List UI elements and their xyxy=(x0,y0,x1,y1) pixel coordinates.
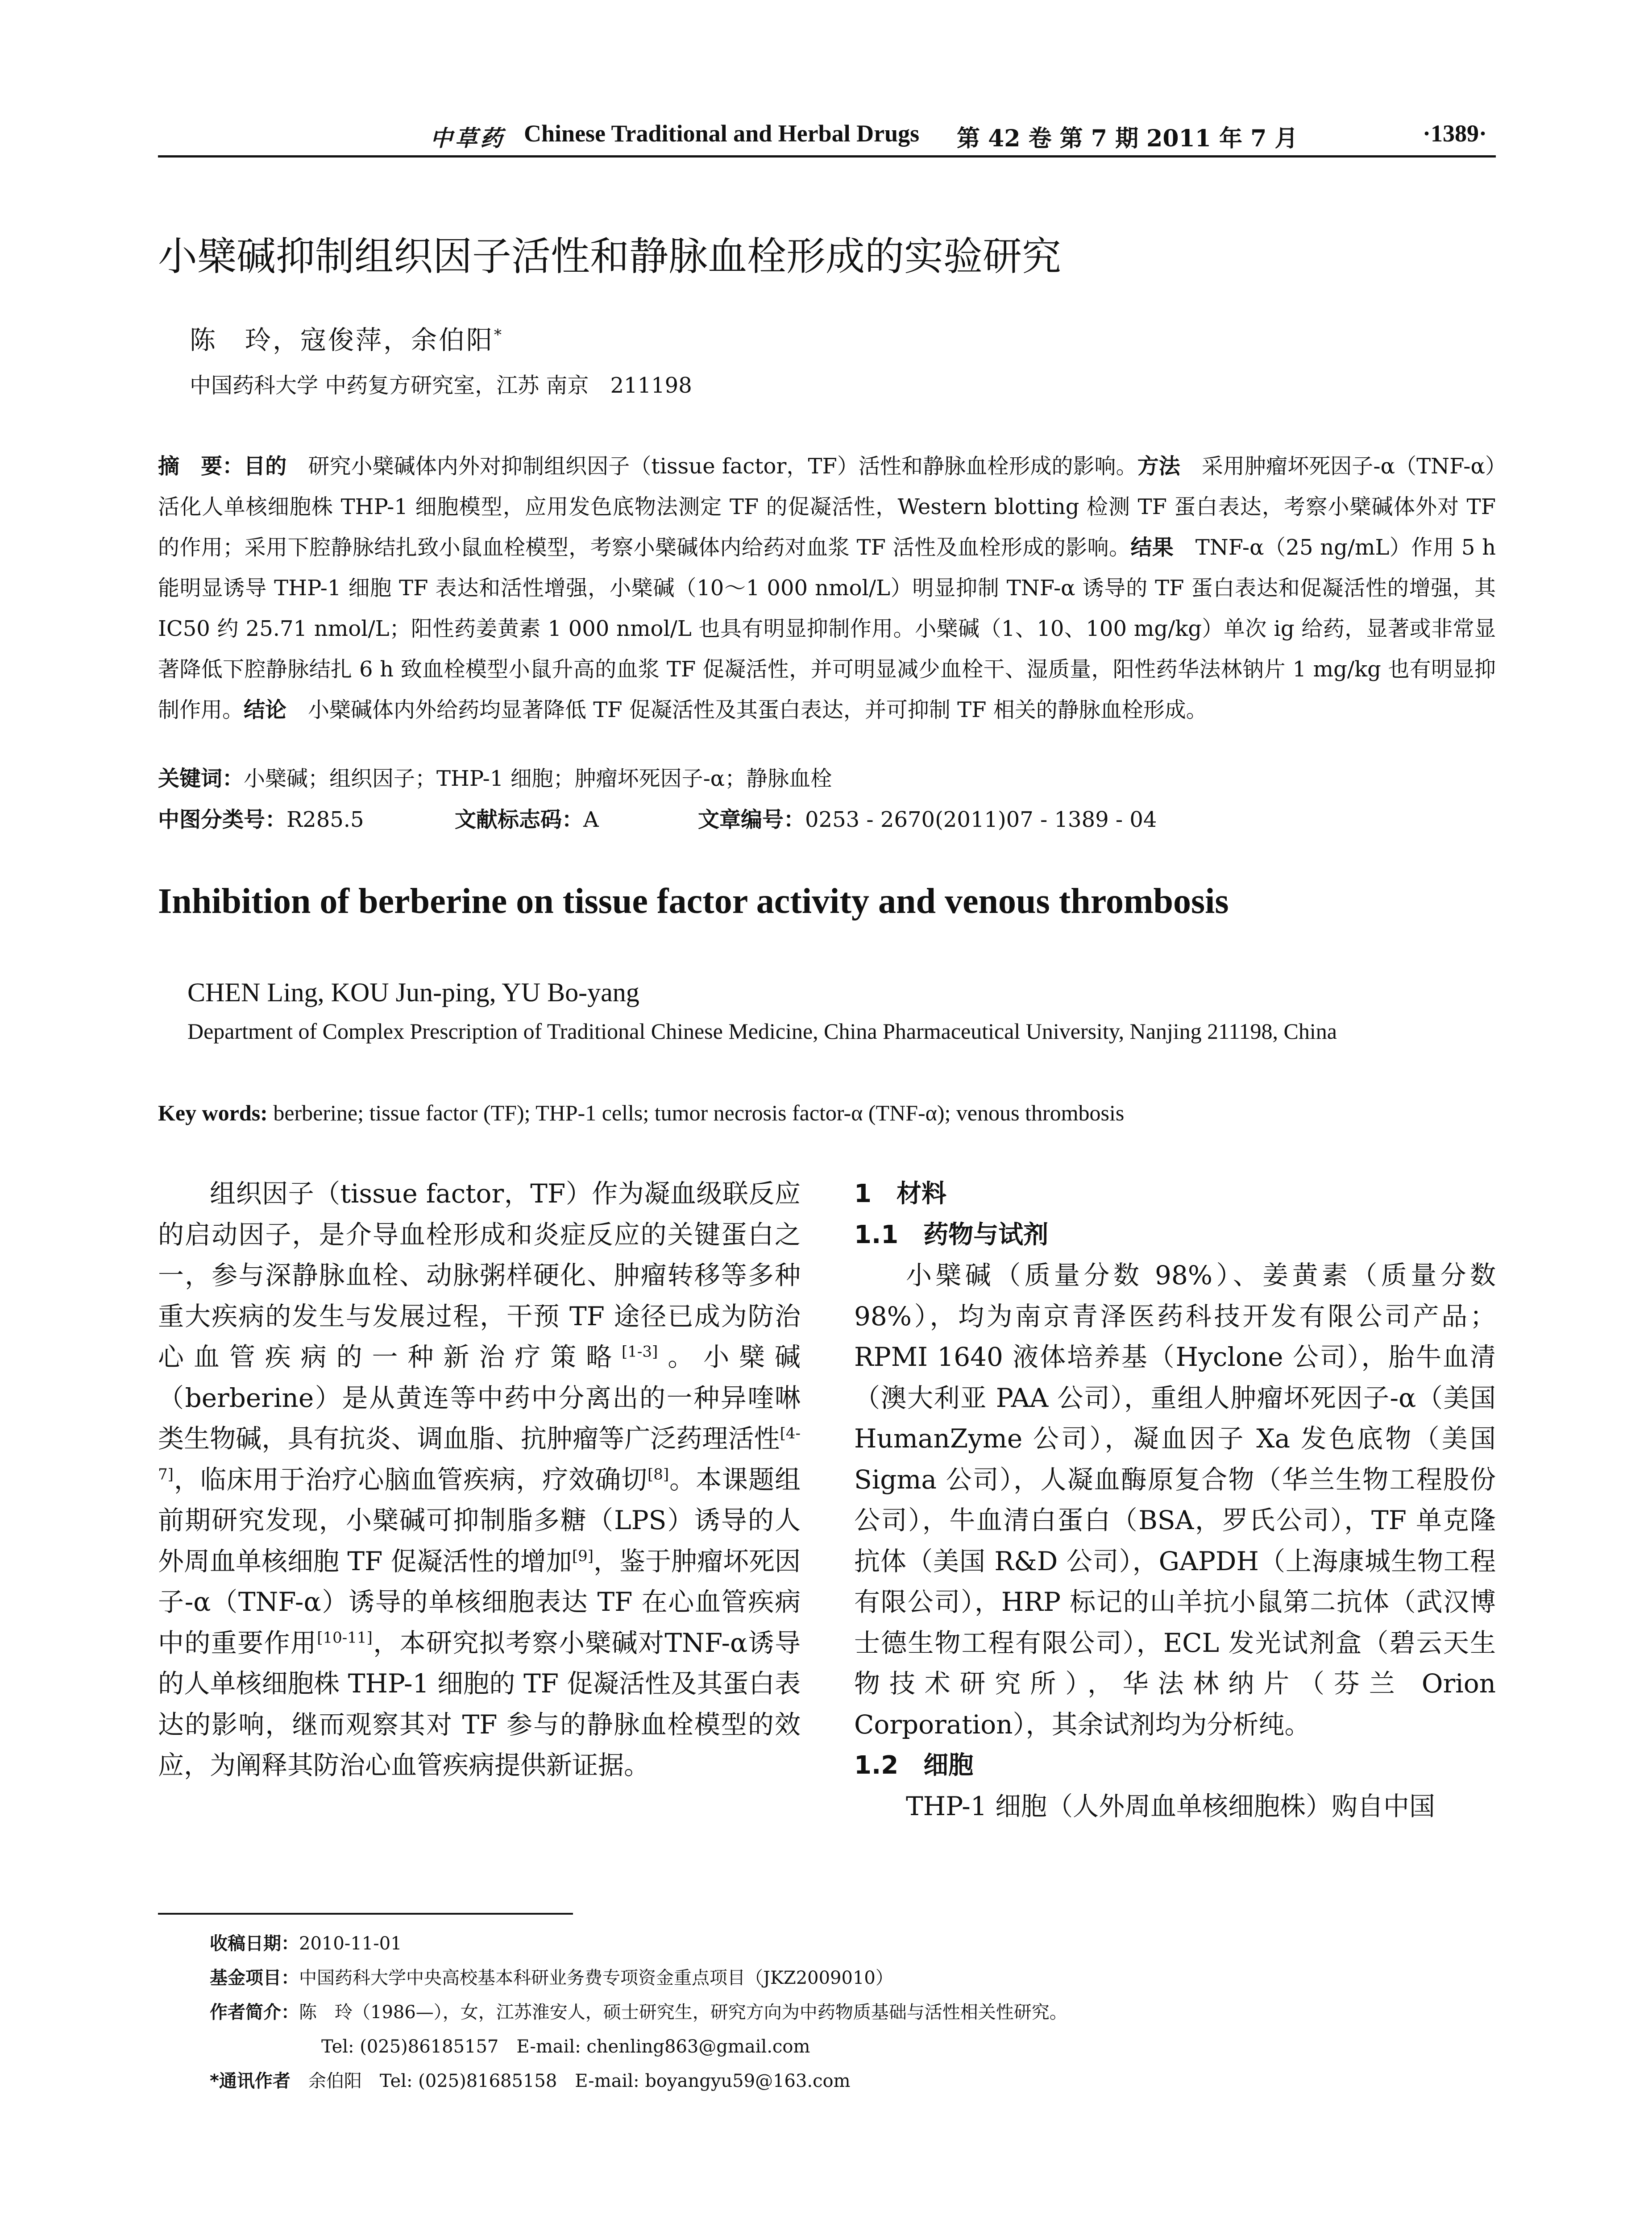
keywords-cn-text: 小檗碱；组织因子；THP-1 细胞；肿瘤坏死因子-α；静脉血栓 xyxy=(244,766,832,791)
fund-label: 基金项目： xyxy=(210,1968,299,1988)
classification-row xyxy=(158,802,1318,834)
corresponding-contact: 余伯阳 Tel: (025)81685158 E-mail: boyangyu59@163.com xyxy=(290,2071,851,2091)
intro-text-1: 组织因子（tissue factor，TF）作为凝血级联反应的启动因子，是介导血栓形成和炎症反应的关键蛋白之一，参与深静脉血栓、动脉粥样硬化、肿瘤转移等多种重大疾病的发生与发展过程，干预 TF 途径已成为防治心血管疾病的一种新治疗策略 xyxy=(158,1178,801,1372)
corresponding-mark: * xyxy=(494,326,504,344)
intro-text-6: ，本研究拟考察小檗碱对TNF-α诱导的人单核细胞株 THP-1 细胞的 TF 促凝活性及其蛋白表达的影响，继而观察其对 TF 参与的静脉血栓模型的效应，为阐释其防治心血管疾病提供新证据。 xyxy=(158,1627,801,1780)
abstract-conclusion: 小檗碱体内外给药均显著降低 TF 促凝活性及其蛋白表达，并可抑制 TF 相关的静脉血栓形成。 xyxy=(286,697,1208,722)
authors-cn xyxy=(190,319,503,357)
keywords-cn xyxy=(158,761,832,792)
subsection-heading-cells: 1.2 细胞 xyxy=(854,1751,974,1780)
intro-text-3: ，临床用于治疗心脑血管疾病，疗效确切 xyxy=(173,1464,648,1495)
citation-ref: [9] xyxy=(572,1547,594,1565)
footnote-received xyxy=(210,1927,1495,1961)
abstract-result: TNF-α（25 ng/mL）作用 5 h 能明显诱导 THP-1 细胞 TF 表达和活性增强，小檗碱（10～1 000 nmol/L）明显抑制 TNF-α 诱导的 TF 蛋白表达和促凝活性的增强，其 IC50 约 25.71 nmol/L；阳性药姜黄素 1 000 nmol/L 也具有明显抑制作用。小檗碱（1、10、100 mg/kg）单次 ig 给药，显著或非常显著降低下腔静脉结扎 6 h 致血栓模型小鼠升高的血浆 TF 促凝活性，并可明显减少血栓干、湿质量，阳性药华法林钠片 1 mg/kg 也有明显抑制作用。 xyxy=(158,535,1496,722)
journal-name-en: Chinese Traditional and Herbal Drugs xyxy=(524,120,920,147)
affiliation-cn: 中国药科大学 中药复方研究室，江苏 南京 211198 xyxy=(190,373,692,398)
title-cn: 小檗碱抑制组织因子活性和静脉血栓形成的实验研究 xyxy=(158,233,1062,279)
citation-ref: [4-7] xyxy=(158,1424,801,1484)
intro-text-2: 。小檗碱（berberine）是从黄连等中药中分离出的一种异喹啉类生物碱，具有抗炎、调血脂、抗肿瘤等广泛药理活性 xyxy=(158,1342,801,1454)
document-code xyxy=(455,802,599,833)
footnote-rule xyxy=(158,1913,573,1915)
abstract-method: 采用肿瘤坏死因子-α（TNF-α）活化人单核细胞株 THP-1 细胞模型，应用发色底物法测定 TF 的促凝活性，Western blotting 检测 TF 蛋白表达，考察小檗碱体外对 TF 的作用；采用下腔静脉结扎致小鼠血栓模型，考察小檗碱体内给药对血浆 TF 活性及血栓形成的影响。 xyxy=(158,454,1496,560)
fund-text: 中国药科大学中央高校基本科研业务费专项资金重点项目（JKZ2009010） xyxy=(299,1968,893,1988)
journal-issue: 第 42 卷 第 7 期 2011 年 7 月 xyxy=(957,125,1298,152)
citation-ref: [8] xyxy=(648,1465,669,1484)
doc-value: A xyxy=(583,807,599,832)
intro-text-4: 。本课题组前期研究发现，小檗碱可抑制脂多糖（LPS）诱导的人外周血单核细胞 TF 促凝活性的增加 xyxy=(158,1464,801,1576)
article-value: 0253 - 2670(2011)07 - 1389 - 04 xyxy=(805,807,1157,832)
author-bio-label: 作者简介： xyxy=(210,2002,299,2023)
running-header xyxy=(158,117,1496,153)
citation-ref: [1-3] xyxy=(622,1343,658,1361)
received-label: 收稿日期： xyxy=(210,1933,299,1954)
intro-text-5: ，鉴于肿瘤坏死因子-α（TNF-α）诱导的单核细胞表达 TF 在心血管疾病中的重要作用 xyxy=(158,1546,801,1658)
abstract-purpose: 研究小檗碱体内外对抑制组织因子（tissue factor，TF）活性和静脉血栓形成的影响。 xyxy=(286,454,1137,479)
cells-paragraph: THP-1 细胞（人外周血单核细胞株）购自中国 xyxy=(906,1791,1436,1821)
clc-number xyxy=(158,802,364,833)
materials-paragraph: 小檗碱（质量分数 98%）、姜黄素（质量分数 98%），均为南京青泽医药科技开发有限公司产品；RPMI 1640 液体培养基（Hyclone 公司），胎牛血清（澳大利亚 PAA 公司），重组人肿瘤坏死因子-α（美国 HumanZyme 公司），凝血因子 Xa 发色底物（美国 Sigma 公司），人凝血酶原复合物（华兰生物工程股份公司），牛血清白蛋白（BSA，罗氏公司），TF 单克隆抗体（美国 R&D 公司），GAPDH（上海康城生物工程有限公司），HRP 标记的山羊抗小鼠第二抗体（武汉博士德生物工程有限公司），ECL 发光试剂盒（碧云天生物技术研究所），华法林纳片（芬兰 Orion Corporation），其余试剂均为分析纯。 xyxy=(854,1260,1496,1740)
citation-ref: [10-11] xyxy=(317,1629,373,1647)
clc-value: R285.5 xyxy=(286,807,364,832)
section-heading-materials: 1 材料 xyxy=(854,1179,946,1208)
abstract-purpose-label: 目的 xyxy=(244,454,287,479)
journal-name-cn: 中草药 xyxy=(430,125,505,151)
footnote-corresponding xyxy=(210,2064,1495,2098)
article-label: 文章编号： xyxy=(698,807,805,832)
title-en: Inhibition of berberine on tissue factor activity and venous thrombosis xyxy=(158,882,1229,921)
abstract-method-label: 方法 xyxy=(1137,454,1180,479)
footnote-author xyxy=(210,1995,1495,2030)
keywords-cn-label: 关键词： xyxy=(158,766,244,791)
authors-en: CHEN Ling, KOU Jun-ping, YU Bo-yang xyxy=(187,978,639,1007)
received-date: 2010-11-01 xyxy=(299,1933,402,1954)
page-number: ·1389· xyxy=(1422,120,1487,147)
affiliation-en: Department of Complex Prescription of Traditional Chinese Medicine, China Pharmaceutical University, Nanjing 211198, China xyxy=(187,1019,1337,1044)
keywords-en-text: berberine; tissue factor (TF); THP-1 cells; tumor necrosis factor-α (TNF-α); venous thrombosis xyxy=(267,1100,1125,1125)
intro-paragraph xyxy=(158,1174,801,1786)
footnote-fund xyxy=(210,1961,1495,1995)
abstract-cn xyxy=(158,446,1496,730)
clc-label: 中图分类号： xyxy=(158,807,287,832)
corresponding-label: *通讯作者 xyxy=(210,2071,291,2091)
footnote-author-contact: Tel: (025)86185157 E-mail: chenling863@gmail.com xyxy=(321,2036,810,2057)
abstract-result-label: 结果 xyxy=(1130,535,1174,560)
header-rule xyxy=(158,155,1496,158)
abstract-conclusion-label: 结论 xyxy=(244,697,287,722)
subsection-heading-drugs: 1.1 药物与试剂 xyxy=(854,1220,1049,1249)
abstract-label: 摘 要： xyxy=(158,454,244,479)
author-bio: 陈 玲（1986—），女，江苏淮安人，硕士研究生，研究方向为中药物质基础与活性相关性研究。 xyxy=(299,2002,1067,2023)
article-number xyxy=(698,802,1157,833)
doc-label: 文献标志码： xyxy=(455,807,584,832)
authors-cn-names: 陈 玲，寇俊萍，余伯阳 xyxy=(190,325,494,355)
keywords-en-label: Key words: xyxy=(158,1100,268,1125)
body-left-column xyxy=(158,1174,801,1786)
footnotes xyxy=(210,1927,1495,2098)
body-right-column xyxy=(854,1174,1496,1827)
keywords-en xyxy=(158,1100,1124,1126)
